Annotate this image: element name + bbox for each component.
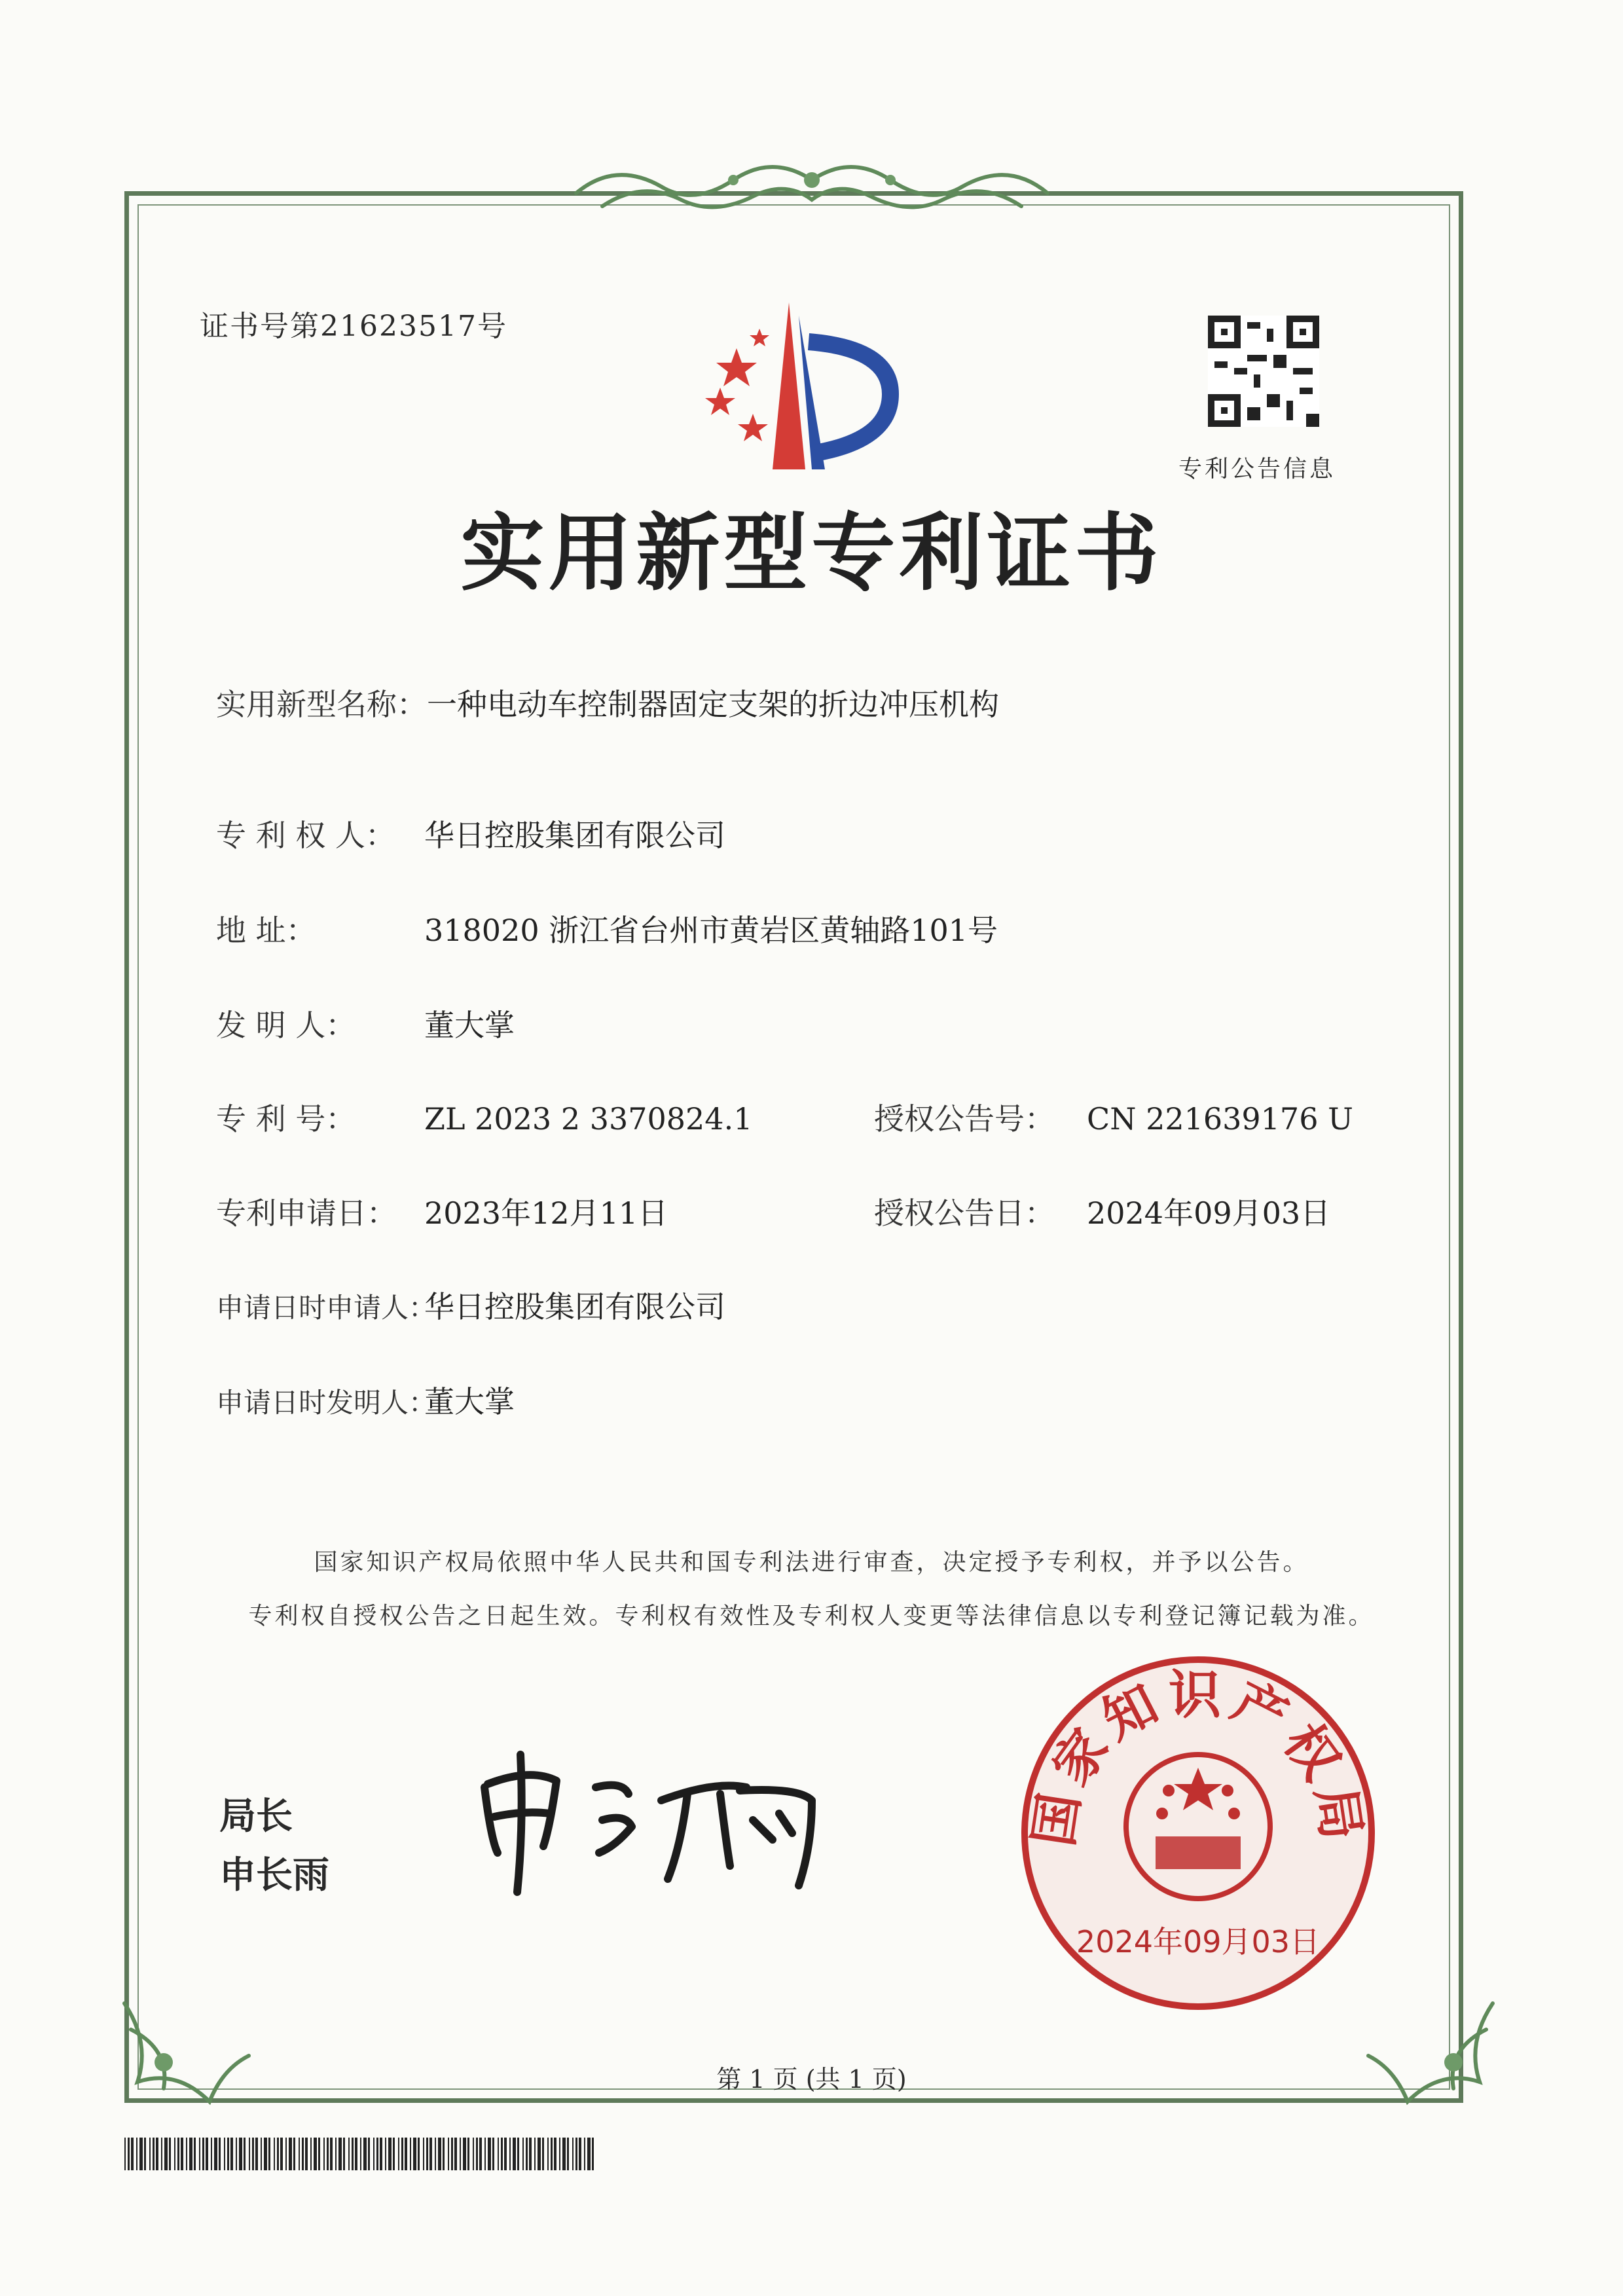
- certificate-title: 实用新型专利证书: [460, 504, 1163, 602]
- seal-date: 2024年09月03日: [1076, 1924, 1321, 1959]
- certificate-number: 证书号第21623517号: [200, 310, 507, 343]
- qr-code-icon[interactable]: [1208, 316, 1319, 427]
- field-inventor: [216, 1002, 515, 1045]
- field-value: 2024年09月03日: [1087, 1195, 1331, 1231]
- field-label: 授权公告号：: [874, 1101, 1055, 1137]
- director-name: 申长雨: [219, 1854, 329, 1897]
- field-value: 董大掌: [424, 1384, 515, 1419]
- field-filing-date: [216, 1190, 668, 1233]
- field-utility-model-name: [216, 681, 999, 724]
- field-label: 专利申请日：: [216, 1195, 397, 1231]
- field-value: 2023年12月11日: [424, 1195, 668, 1231]
- field-label: 专 利 权 人：: [216, 818, 395, 853]
- field-address: [216, 907, 998, 950]
- notice-line-1: 国家知识产权局依照中华人民共和国专利法进行审查，决定授予专利权，并予以公告。: [314, 1549, 1309, 1576]
- field-value: 华日控股集团有限公司: [424, 1289, 725, 1324]
- field-patentee: [216, 812, 725, 855]
- field-label: 专 利 号：: [216, 1101, 356, 1137]
- top-ornament-icon: [563, 154, 1061, 232]
- field-value: 华日控股集团有限公司: [424, 818, 725, 853]
- director-title: 局长: [219, 1795, 293, 1838]
- field-label: 地 址：: [216, 913, 316, 948]
- field-value: ZL 2023 2 3370824.1: [424, 1101, 753, 1137]
- bottom-left-ornament-icon: [111, 1990, 262, 2121]
- notice-line-2: 专利权自授权公告之日起生效。专利权有效性及专利权人变更等法律信息以专利登记簿记载为准。: [248, 1603, 1375, 1630]
- field-label: 实用新型名称：: [216, 687, 427, 722]
- director-signature-icon: [471, 1728, 838, 1899]
- official-seal-icon: [1015, 1650, 1381, 2016]
- field-publication-date: [874, 1190, 1330, 1233]
- field-label: 授权公告日：: [874, 1195, 1055, 1231]
- field-publication-number: [874, 1095, 1353, 1139]
- field-inventor-at-filing: [216, 1378, 515, 1421]
- qr-code-label: 专利公告信息: [1178, 456, 1336, 483]
- field-patent-number: [216, 1095, 752, 1139]
- field-value: 董大掌: [424, 1008, 515, 1043]
- field-label: 申请日时发明人：: [216, 1387, 437, 1419]
- page-number: 第 1 页 (共 1 页): [716, 2065, 907, 2094]
- field-value: 一种电动车控制器固定支架的折边冲压机构: [427, 687, 999, 722]
- field-label: 申请日时申请人：: [216, 1292, 437, 1324]
- field-value: 318020 浙江省台州市黄岩区黄轴路101号: [424, 913, 998, 948]
- field-applicant-at-filing: [216, 1283, 725, 1326]
- field-label: 发 明 人：: [216, 1008, 356, 1043]
- field-value: CN 221639176 U: [1087, 1101, 1353, 1137]
- svg-text:国家知识产权局: 国家知识产权局: [1023, 1664, 1374, 1850]
- barcode-icon: [124, 2138, 596, 2170]
- cnipa-logo-icon: [674, 302, 910, 479]
